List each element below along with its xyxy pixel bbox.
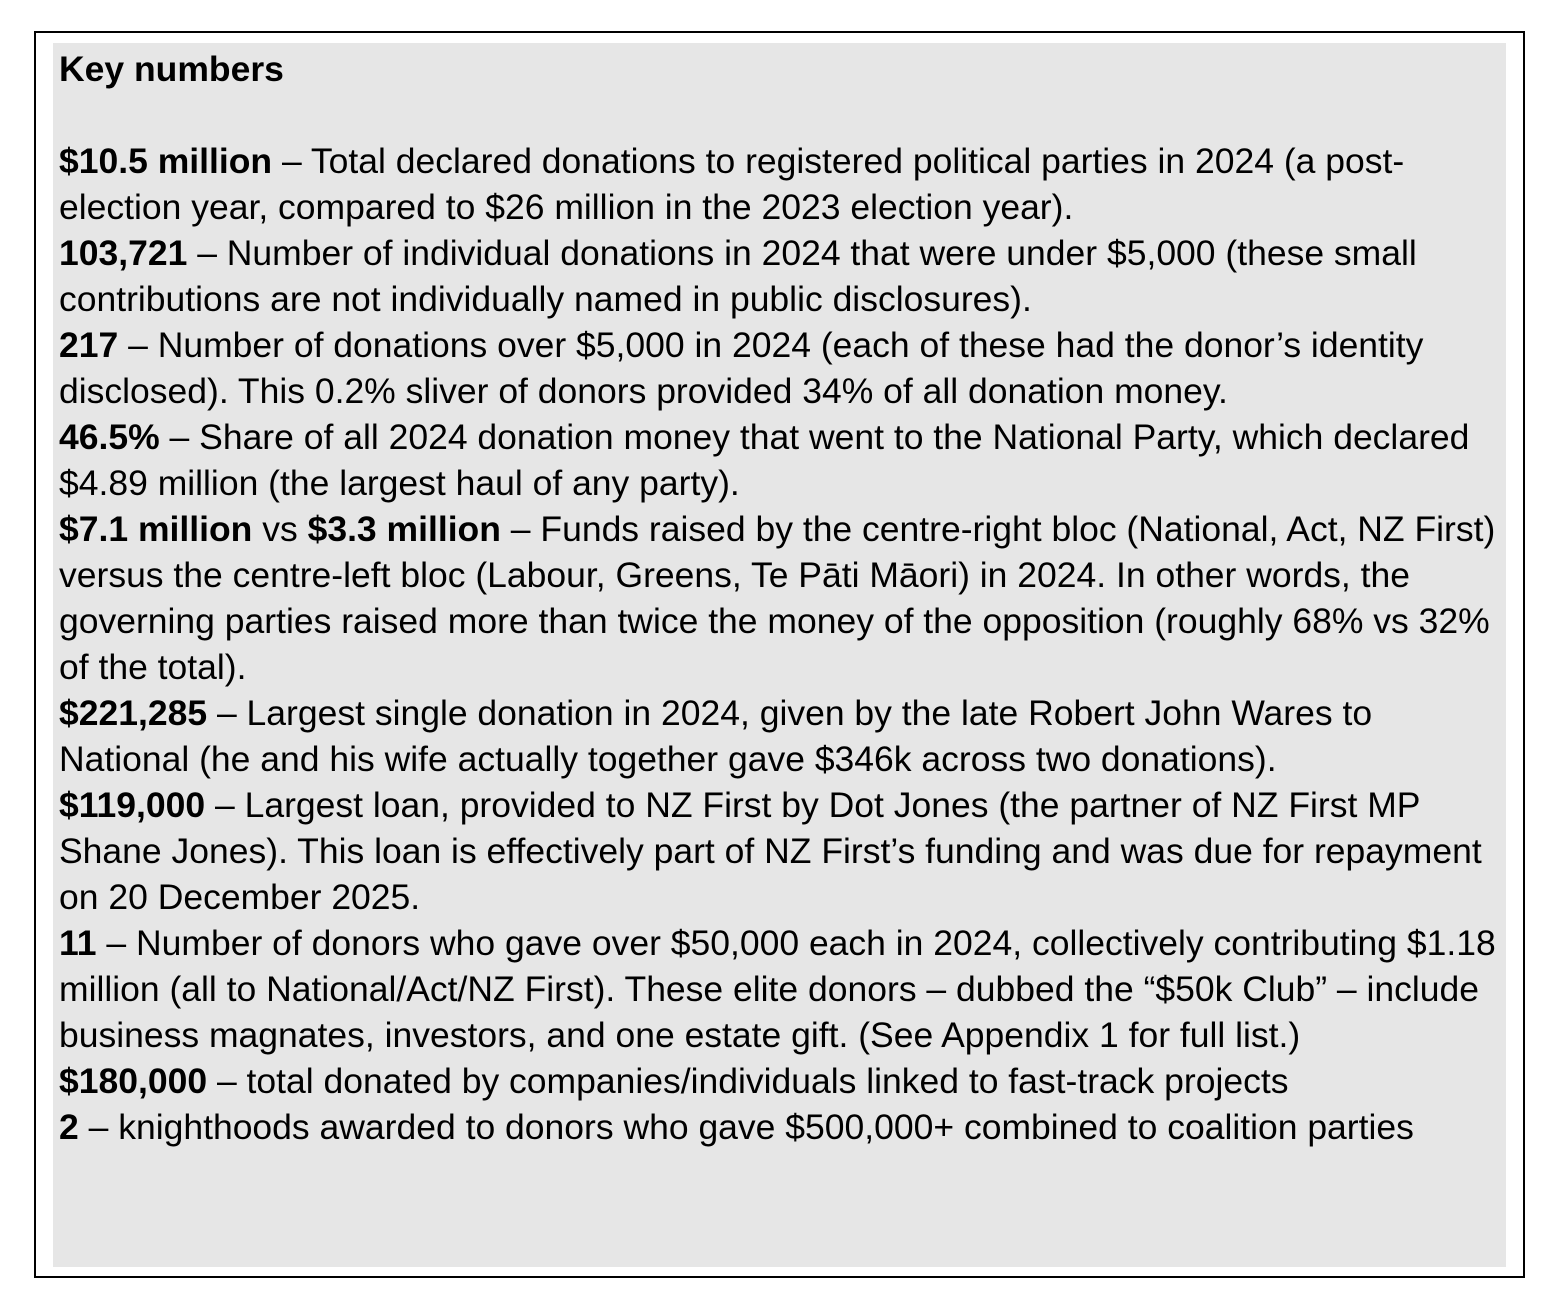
entry-small-donations (59, 230, 1500, 322)
entry-figure: $180,000 (59, 1061, 208, 1101)
entry-text: – Share of all 2024 donation money that went to the National Party, which declared $4.89 million (the largest haul of any party). (59, 417, 1470, 503)
entry-figure: 2 (59, 1107, 79, 1147)
entry-figure: 46.5% (59, 417, 160, 457)
entry-text: – Number of donors who gave over $50,000 each in 2024, collectively contributing $1.18 million (all to National/Act/NZ First). These elite donors – dubbed the “$50k Club” – include business magnates, investors, and one estate gift. (See Appendix 1 for full list.) (59, 923, 1496, 1055)
entry-text: – Largest loan, provided to NZ First by Dot Jones (the partner of NZ First MP Shane Jones). This loan is effectively part of NZ First’s funding and was due for repayment on 20 December 2025. (59, 785, 1482, 917)
entry-national-share (59, 414, 1500, 506)
entry-figure: $119,000 (59, 785, 206, 825)
entry-text: – Largest single donation in 2024, given by the late Robert John Wares to National (he and his wife actually together gave $346k across two donations). (59, 693, 1373, 779)
entry-50k-club (59, 920, 1500, 1058)
entry-bloc-comparison (59, 506, 1500, 690)
entry-large-donations (59, 322, 1500, 414)
entry-figure: $221,285 (59, 693, 208, 733)
entry-figure-second: $3.3 million (307, 509, 501, 549)
entry-text: – knighthoods awarded to donors who gave $500,000+ combined to coalition parties (78, 1107, 1414, 1147)
entry-text: – Total declared donations to registered political parties in 2024 (a post-election year, compared to $26 million in the 2023 election year). (59, 141, 1405, 227)
panel-title: Key numbers (59, 49, 284, 89)
entry-figure: $10.5 million (59, 141, 273, 181)
entry-text: – Number of individual donations in 2024 that were under $5,000 (these small contributions are not individually named in public disclosures). (59, 233, 1417, 319)
key-numbers-panel (53, 43, 1506, 1267)
entry-figure: 217 (59, 325, 119, 365)
entry-connector: vs (252, 509, 308, 549)
entry-knighthoods (59, 1104, 1500, 1150)
entry-largest-loan (59, 782, 1500, 920)
entry-largest-donation (59, 690, 1500, 782)
entry-text: – Funds raised by the centre-right bloc (National, Act, NZ First) versus the centre-left bloc (Labour, Greens, Te Pāti Māori) in 2024. In other words, the governing parties raised more than twice the money of the opposition (roughly 68% vs 32% of the total). (59, 509, 1496, 687)
entry-figure: 103,721 (59, 233, 188, 273)
entry-fast-track (59, 1058, 1500, 1104)
entry-figure: 11 (59, 923, 97, 963)
entry-text: – Number of donations over $5,000 in 2024 (each of these had the donor’s identity disclosed). This 0.2% sliver of donors provided 34% of all donation money. (59, 325, 1424, 411)
entry-text: – total donated by companies/individuals linked to fast-track projects (207, 1061, 1289, 1101)
spacer (59, 92, 1500, 138)
entry-figure: $7.1 million (59, 509, 253, 549)
entry-total-donations (59, 138, 1500, 230)
